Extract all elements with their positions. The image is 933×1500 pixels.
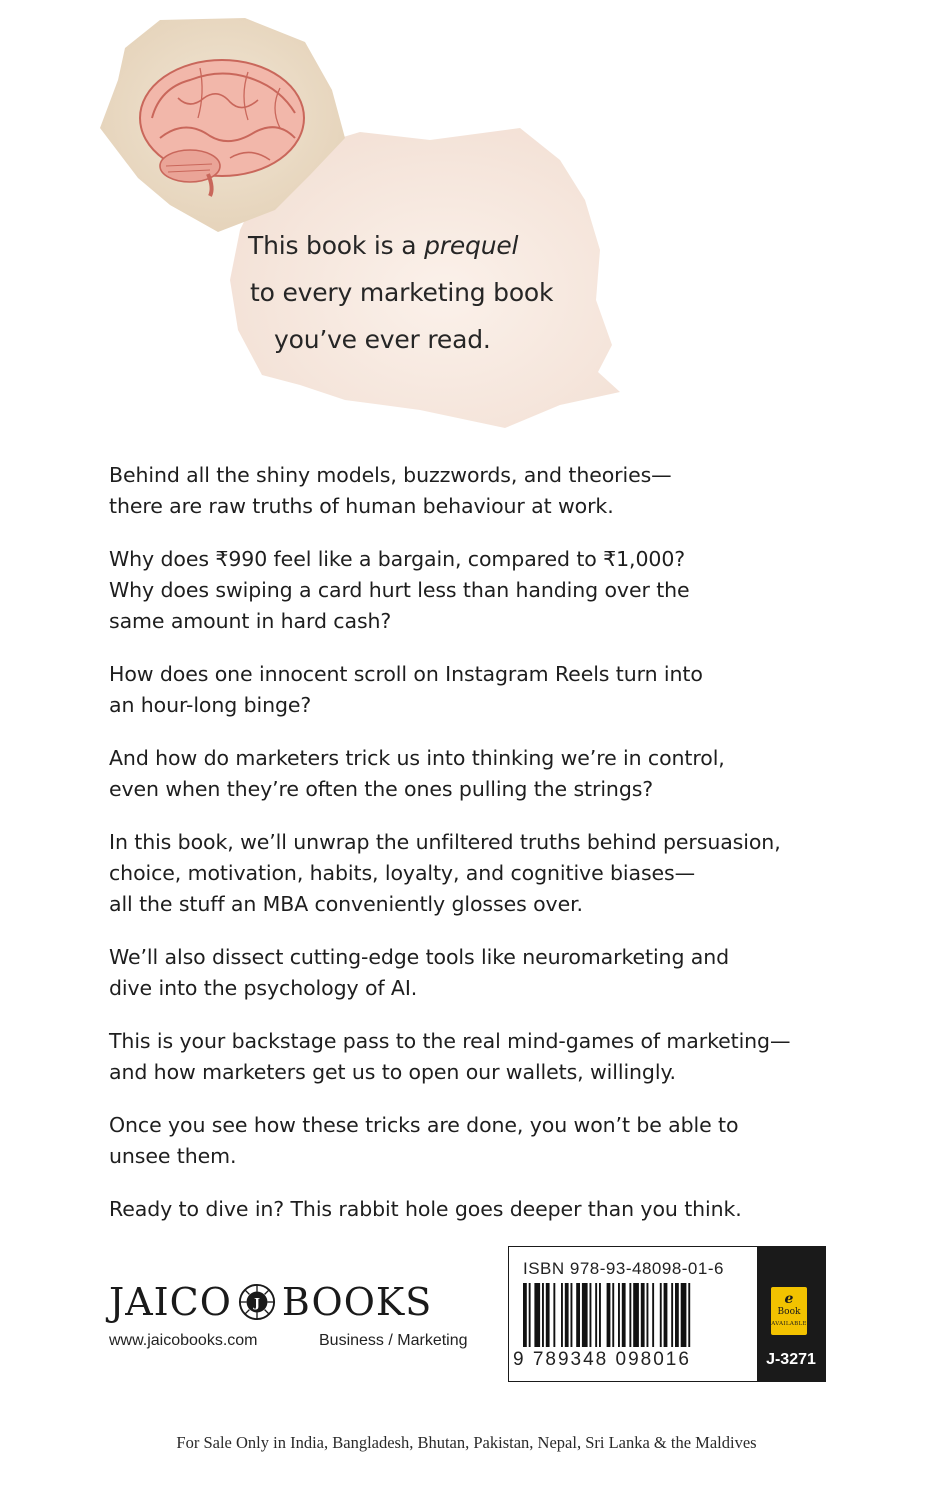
- isbn-digits: 9 789348 098016: [513, 1349, 691, 1370]
- ebook-e: e: [784, 1291, 794, 1307]
- barcode-bar: [660, 1283, 662, 1347]
- blurb-paragraph: How does one innocent scroll on Instagram Reels turn into an hour-long binge?: [109, 662, 703, 717]
- book-code: J-3271: [766, 1351, 816, 1368]
- tagline-line2: to every marketing book: [250, 278, 554, 307]
- blurb-paragraph: And how do marketers trick us into thinking we’re in control, even when they’re often the ones pulling the strings?: [109, 746, 725, 801]
- ebook-book: Book: [777, 1307, 801, 1317]
- blurb-paragraph: Ready to dive in? This rabbit hole goes deeper than you think.: [109, 1197, 742, 1221]
- barcode-bar: [671, 1283, 673, 1347]
- publisher-website: www.jaicobooks.com: [109, 1332, 258, 1349]
- barcode-bar: [652, 1283, 654, 1347]
- emblem-letter: J: [254, 1294, 260, 1310]
- barcode-bars: [523, 1283, 755, 1347]
- tagline: [248, 222, 628, 363]
- tagline-emphasis: prequel: [424, 231, 519, 260]
- barcode-bar: [647, 1283, 649, 1347]
- barcode-bar: [629, 1283, 631, 1347]
- barcode-bar: [618, 1283, 620, 1347]
- isbn-label: ISBN 978-93-48098-01-6: [523, 1259, 724, 1278]
- barcode-bar: [622, 1283, 626, 1347]
- barcode-bar: [529, 1283, 531, 1347]
- ebook-panel: [757, 1247, 825, 1381]
- blurb-paragraph: We’ll also dissect cutting-edge tools like neuromarketing and dive into the psychology of AI.: [109, 945, 730, 1000]
- barcode-box: [508, 1246, 826, 1382]
- barcode-bar: [576, 1283, 580, 1347]
- barcode-bar: [571, 1283, 573, 1347]
- barcode-bar: [641, 1283, 645, 1347]
- blurb-paragraph: In this book, we’ll unwrap the unfiltered truths behind persuasion, choice, motivation, habits, loyalty, and cognitive biases— all the stuff an MBA conveniently glosses over.: [109, 830, 781, 916]
- barcode-bar: [542, 1283, 544, 1347]
- barcode-bar: [612, 1283, 614, 1347]
- brain-illustration: [130, 48, 320, 198]
- barcode-bar: [561, 1283, 563, 1347]
- publisher-logo: [109, 1278, 509, 1326]
- logo-word-right: BOOKS: [281, 1280, 433, 1324]
- blurb-paragraph: Why does ₹990 feel like a bargain, compared to ₹1,000? Why does swiping a card hurt less than handing over the same amount in hard cash?: [109, 547, 690, 633]
- tagline-prefix: This book is a: [248, 231, 425, 260]
- barcode-bar: [565, 1283, 569, 1347]
- barcode-bar: [675, 1283, 679, 1347]
- barcode-bar: [523, 1283, 527, 1347]
- blurb-paragraph: This is your backstage pass to the real mind-games of marketing— and how marketers get us to open our wallets, willingly.: [109, 1029, 791, 1084]
- barcode-bar: [582, 1283, 588, 1347]
- barcode-bar: [607, 1283, 611, 1347]
- barcode-bar: [681, 1283, 687, 1347]
- blurb: [109, 460, 849, 1247]
- barcode-bar: [633, 1283, 639, 1347]
- barcode-bar: [534, 1283, 540, 1347]
- ebook-available: AVAILABLE: [771, 1321, 807, 1327]
- publisher-block: [109, 1278, 509, 1350]
- ebook-available-icon: [771, 1287, 807, 1335]
- barcode-bar: [553, 1283, 555, 1347]
- publisher-meta: [109, 1332, 509, 1350]
- blurb-paragraph: Behind all the shiny models, buzzwords, and theories— there are raw truths of human behaviour at work.: [109, 463, 672, 518]
- book-category: Business / Marketing: [319, 1332, 468, 1349]
- barcode-bar: [599, 1283, 601, 1347]
- tagline-line3: you’ve ever read.: [274, 325, 491, 354]
- barcode-bar: [546, 1283, 550, 1347]
- barcode-bar: [590, 1283, 592, 1347]
- logo-word-left: JAICO: [109, 1280, 232, 1324]
- barcode-bar: [688, 1283, 690, 1347]
- tagline-line1: [248, 231, 518, 260]
- sales-territory-note: For Sale Only in India, Bangladesh, Bhutan, Pakistan, Nepal, Sri Lanka & the Maldives: [176, 1433, 757, 1452]
- jaico-emblem-icon: [238, 1283, 276, 1321]
- blurb-paragraph: Once you see how these tricks are done, you won’t be able to unsee them.: [109, 1113, 739, 1168]
- barcode-bar: [595, 1283, 597, 1347]
- barcode-bar: [664, 1283, 668, 1347]
